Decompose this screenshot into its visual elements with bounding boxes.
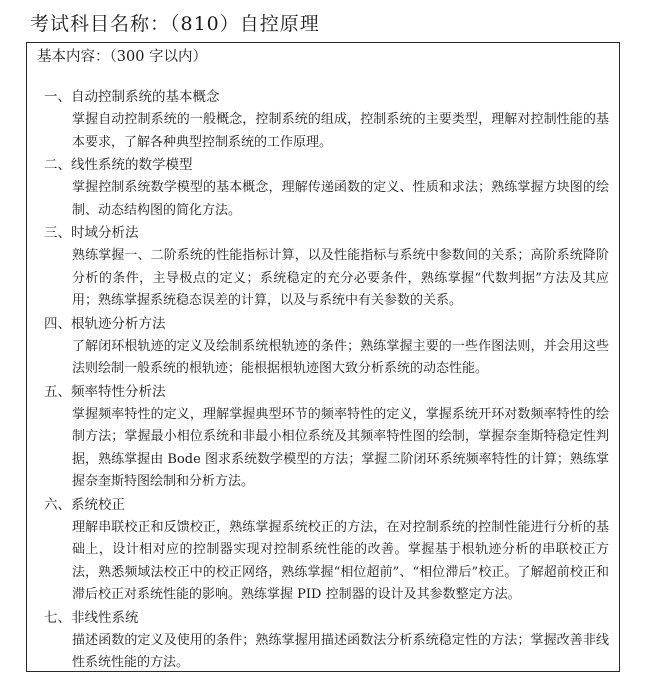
- section-body: 掌握频率特性的定义，理解掌握典型环节的频率特性的定义，掌握系统开环对数频率特性的绘制方法；掌握最小相位系统和非最小相位系统及其频率特性图的绘制，掌握奈奎斯特稳定性判据，熟练掌握由 Bode 图求系统数学模型的方法；掌握二阶闭环系统频率特性的计算；熟练掌握奈奎斯特图绘制和分析方法。: [72, 406, 609, 489]
- section-body: 掌握控制系统数学模型的基本概念，理解传递函数的定义、性质和求法；熟练掌握方块图的绘制、动态结构图的简化方法。: [72, 180, 609, 218]
- section-heading: 二、线性系统的数学模型: [44, 157, 193, 173]
- section-heading: 三、时域分析法: [44, 225, 139, 241]
- section-body: 掌握自动控制系统的一般概念，控制系统的组成，控制系统的主要类型，理解对控制性能的基本要求，了解各种典型控制系统的工作原理。: [72, 112, 609, 150]
- section-heading: 五、频率特性分析法: [44, 383, 166, 400]
- section-body: 熟练掌握一、二阶系统的性能指标计算，以及性能指标与系统中参数间的关系；高阶系统降阶分析的条件，主导极点的定义；系统稳定的充分必要条件，熟练掌握“代数判据”方法及其应用；熟练掌握系统稳态误差的计算，以及与系统中有关参数的关系。: [72, 248, 609, 308]
- section-compensation: [27, 494, 619, 607]
- section-heading: 一、自动控制系统的基本概念: [44, 89, 220, 105]
- section-body: 了解闭环根轨迹的定义及绘制系统根轨迹的条件；熟练掌握主要的一些作图法则，并会用这些法则绘制一般系统的根轨迹；能根据根轨迹图大致分析系统的动态性能。: [72, 338, 609, 376]
- section-time-domain: [27, 222, 619, 313]
- section-frequency-response: [27, 381, 619, 494]
- section-math-model: [27, 154, 619, 222]
- section-body: 描述函数的定义及使用的条件；熟练掌握用描述函数法分析系统稳定性的方法；掌握改善非线性系统性能的方法。: [72, 632, 609, 670]
- section-heading: 六、系统校正: [44, 496, 125, 513]
- page-title: 考试科目名称：（810）自控原理: [30, 13, 320, 35]
- section-nonlinear: [27, 607, 619, 675]
- content-box-label: 基本内容：（300 字以内）: [37, 49, 208, 65]
- content-box: [26, 42, 620, 672]
- section-heading: 四、根轨迹分析方法: [44, 315, 166, 332]
- section-basic-concepts: [27, 86, 619, 154]
- section-body: 理解串联校正和反馈校正，熟练掌握系统校正的方法，在对控制系统的控制性能进行分析的基础上，设计相对应的控制器实现对控制系统性能的改善。掌握基于根轨迹分析的串联校正方法，熟悉频域法校正中的校正网络，熟练掌握“相位超前”、“相位滞后”校正。了解超前校正和滞后校正对系统性能的影响。熟练掌握 PID 控制器的设计及其参数整定方法。: [72, 519, 609, 602]
- section-list: [27, 86, 619, 675]
- section-root-locus: [27, 313, 619, 381]
- section-heading: 七、非线性系统: [44, 609, 139, 626]
